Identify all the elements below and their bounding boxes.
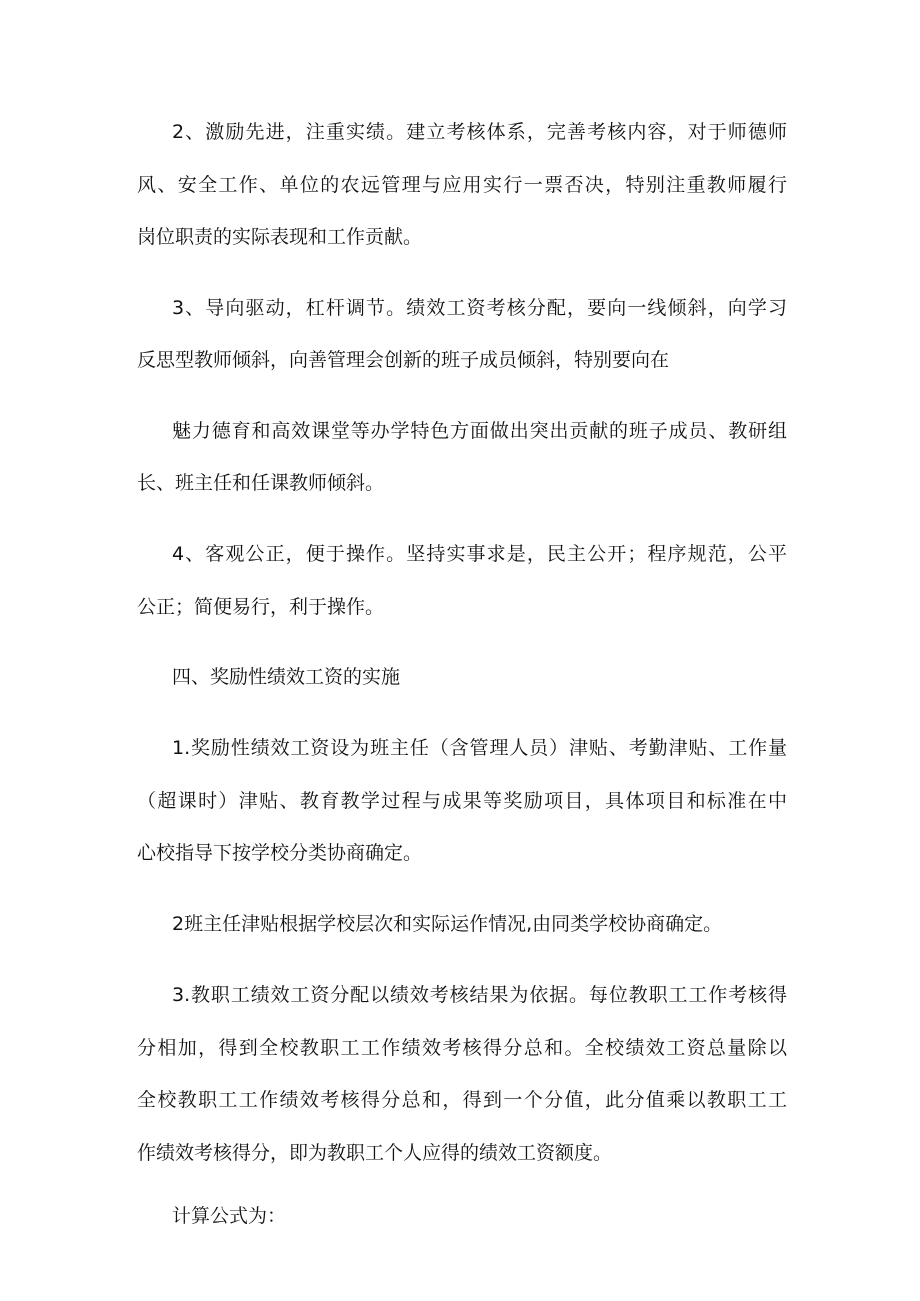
paragraph-3-line-2: 反思型教师倾斜，向善管理会创新的班子成员倾斜，特别要向在: [137, 349, 670, 371]
paragraph-2-line-1: 2、激励先进，注重实绩。建立考核体系，完善考核内容，对于师德师: [172, 121, 787, 143]
paragraph-2-line-3: 岗位职责的实际表现和工作贡献。: [137, 226, 423, 248]
item-3-line-4: 作绩效考核得分，即为教职工个人应得的绩效工资额度。: [137, 1142, 613, 1164]
paragraph-2-line-2: 风、安全工作、单位的农远管理与应用实行一票否决，特别注重教师履行: [137, 174, 787, 196]
paragraph-4-line-1: 4、客观公正，便于操作。坚持实事求是，民主公开；程序规范，公平: [172, 543, 787, 565]
formula-label: 计算公式为：: [172, 1205, 287, 1227]
item-1-line-3: 心校指导下按学校分类协商确定。: [137, 842, 423, 864]
paragraph-3b-line-1: 魅力德育和高效课堂等办学特色方面做出突出贡献的班子成员、教研组: [172, 420, 787, 442]
item-3-line-3: 全校教职工工作绩效考核得分总和，得到一个分值，此分值乘以教职工工: [137, 1089, 787, 1111]
section-heading-4: 四、奖励性绩效工资的实施: [172, 666, 401, 688]
paragraph-3b-line-2: 长、班主任和任课教师倾斜。: [137, 472, 385, 494]
item-2-line-1: 2班主任津贴根据学校层次和实际运作情况,由同类学校协商确定。: [172, 913, 723, 935]
paragraph-3-line-1: 3、导向驱动，杠杆调节。绩效工资考核分配，要向一线倾斜，向学习: [172, 297, 787, 319]
item-3-line-2: 分相加，得到全校教职工工作绩效考核得分总和。全校绩效工资总量除以: [137, 1037, 787, 1059]
paragraph-4-line-2: 公正；简便易行，利于操作。: [137, 596, 385, 618]
item-1-line-2: （超课时）津贴、教育教学过程与成果等奖励项目，具体项目和标准在中: [137, 790, 787, 812]
item-1-line-1: 1.奖励性绩效工资设为班主任（含管理人员）津贴、考勤津贴、工作量: [172, 737, 787, 759]
item-3-line-1: 3.教职工绩效工资分配以绩效考核结果为依据。每位教职工工作考核得: [172, 984, 787, 1006]
